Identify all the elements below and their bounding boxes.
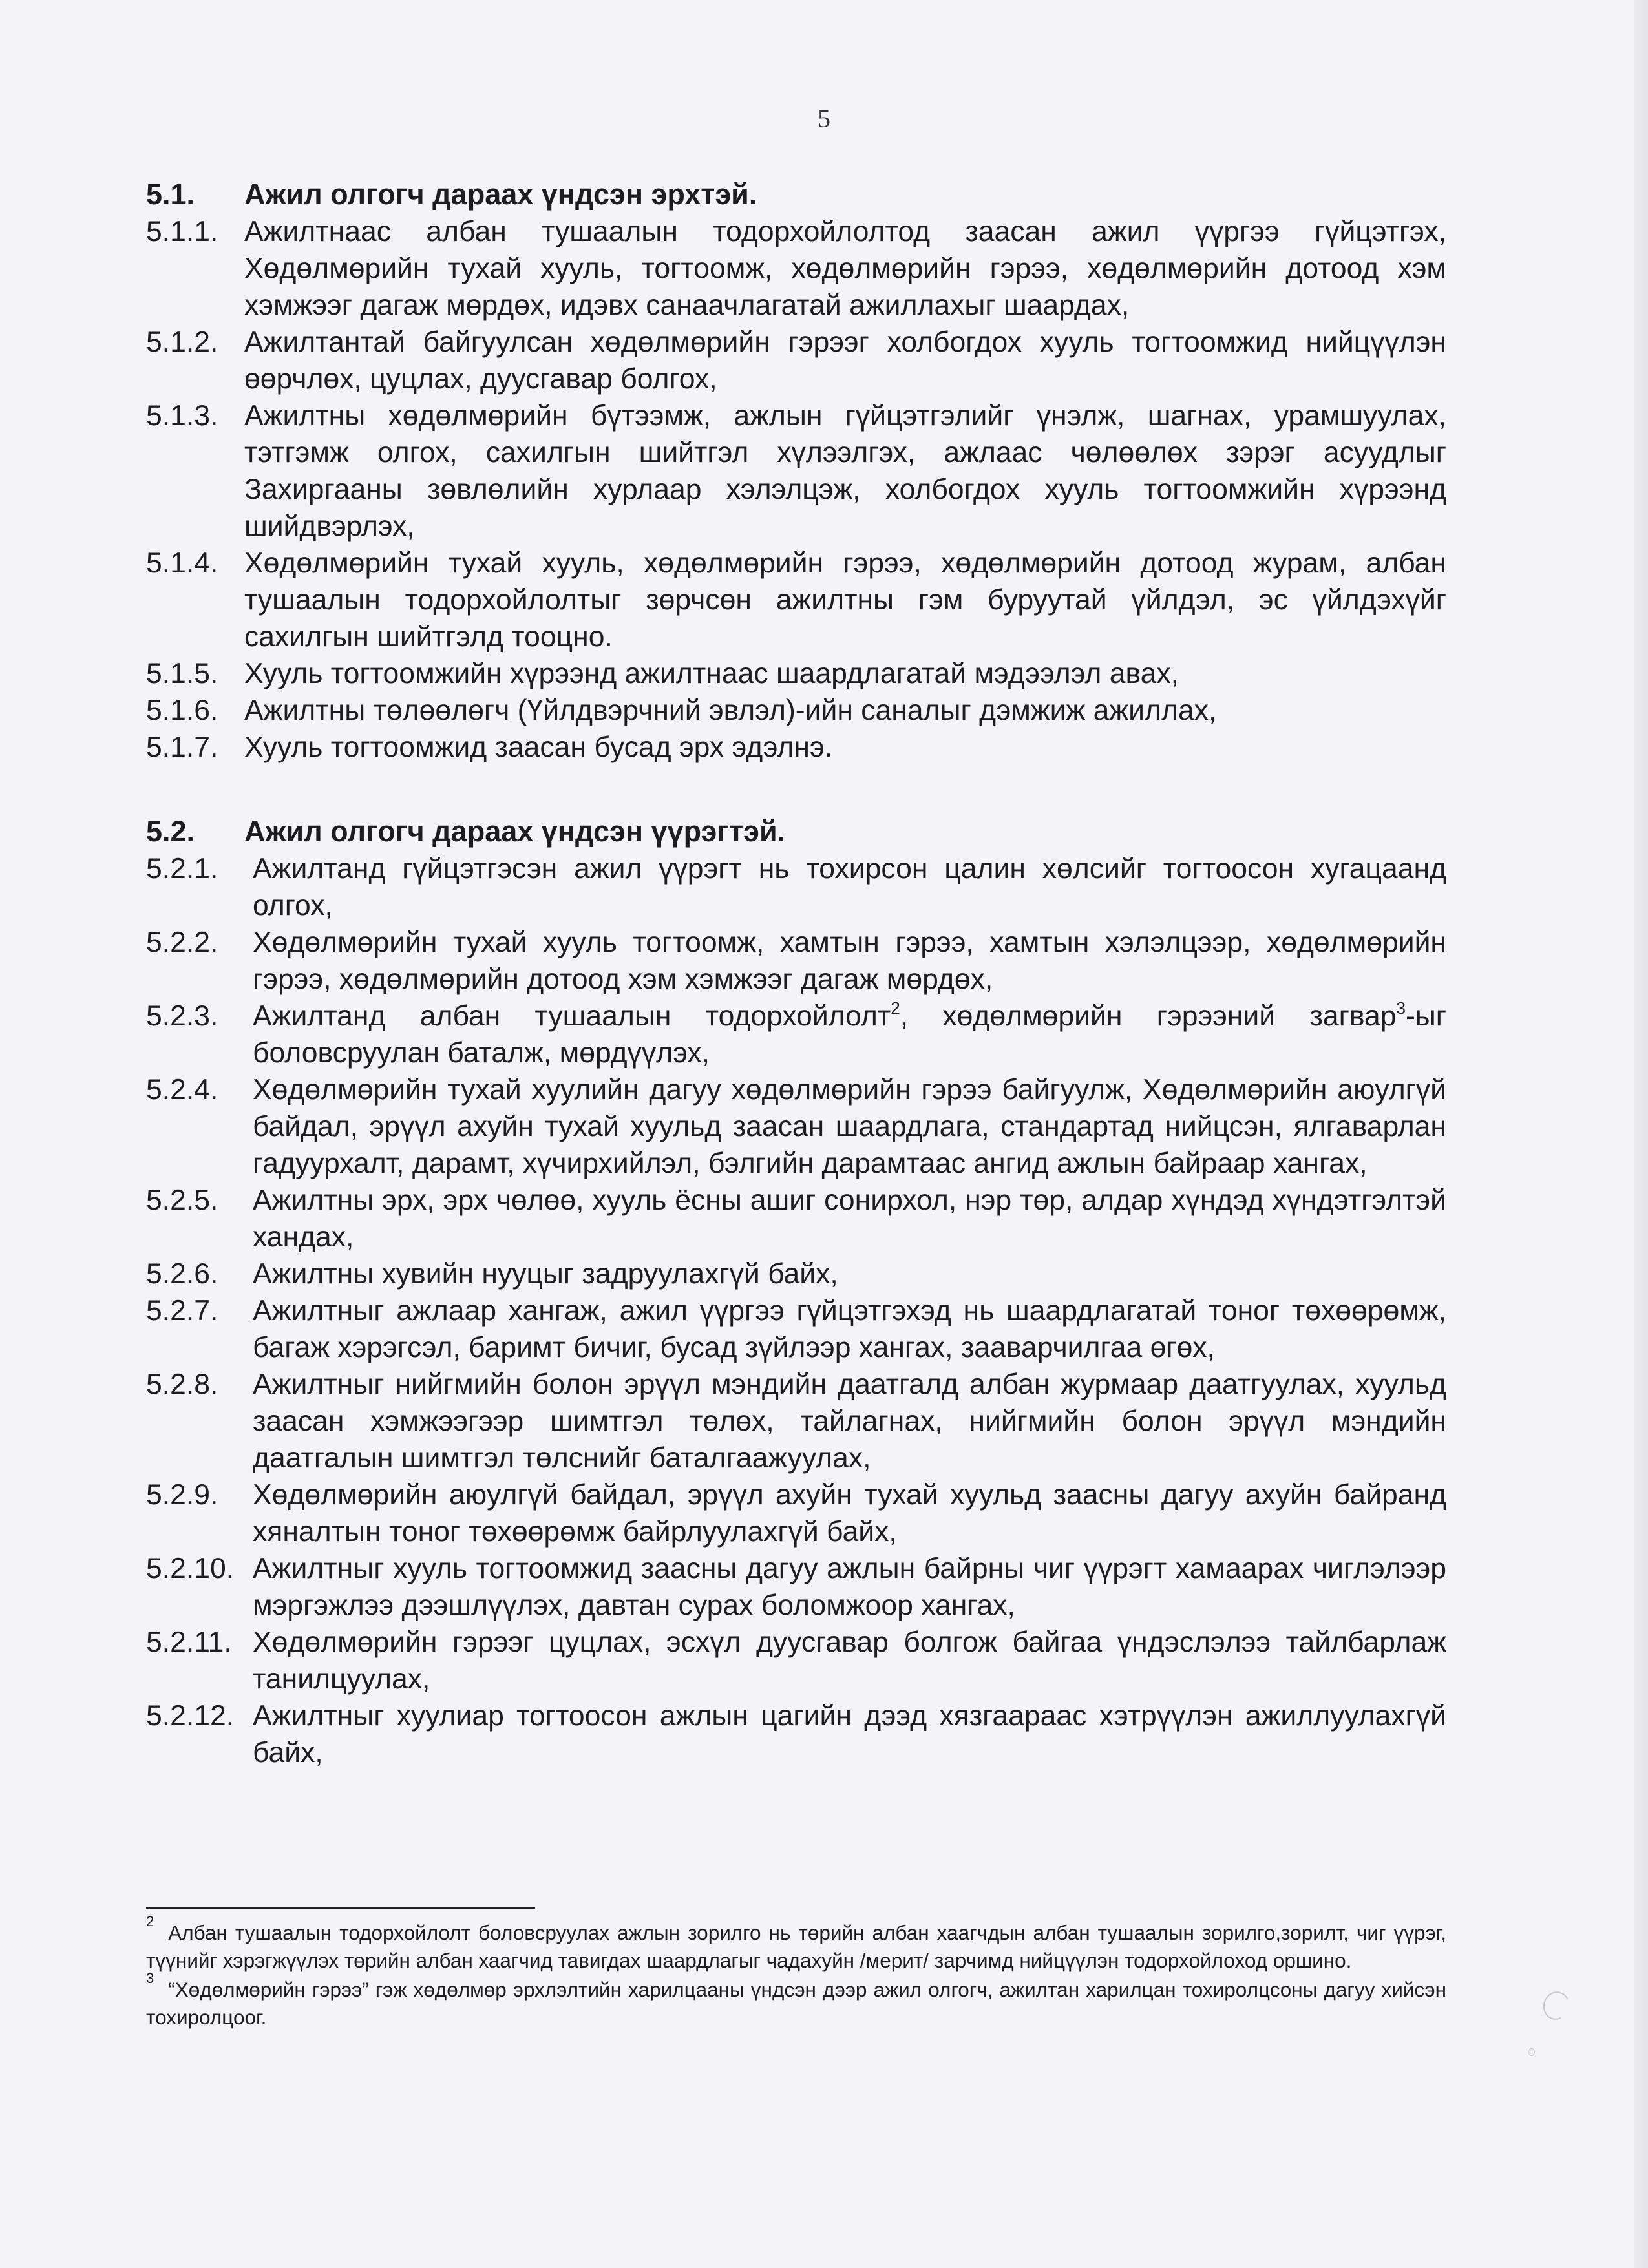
section-heading [146,174,1446,213]
footnote-ref[interactable]: 3 [1396,998,1406,1018]
item-text: Ажилтантай байгуулсан хөдөлмөрийн гэрээг холбогдох хууль тогтоомжид нийцүүлэн өөрчлөх, цуцлах, дуусгавар болгох, [244,326,1446,395]
item-number: 5.2.6. [146,1258,218,1290]
footnote [146,1969,1446,2032]
list-item [146,1366,1446,1476]
item-text: Хөдөлмөрийн тухай хууль, хөдөлмөрийн гэрээ, хөдөлмөрийн дотоод журам, албан тушаалын тодорхойлолтыг зөрчсөн ажилтны гэм буруутай үйлдэл, эс үйлдэхүйг сахилгын шийтгэлд тооцно. [244,547,1446,653]
item-number: 5.1.4. [146,547,218,579]
item-number: 5.2.2. [146,927,218,958]
section-title: Ажил олгогч дараах үндсэн үүрэгтэй. [244,814,786,848]
item-text-part: -ыг боловсруулан баталж, мөрдүүлэх, [253,1000,1446,1069]
item-number: 5.2.12. [146,1700,235,1732]
scan-artifact [1528,2048,1535,2056]
item-text-part: Ажилтанд албан тушаалын тодорхойлолт [253,1000,891,1032]
list-item [146,729,1446,766]
item-text: Хууль тогтоомжид заасан бусад эрх эдэлнэ. [244,731,833,763]
section-5-1 [146,174,1446,766]
section-number: 5.1. [146,177,195,211]
item-text: Ажилтны эрх, эрх чөлөө, хууль ёсны ашиг сонирхол, нэр төр, алдар хүндэд хүндэтгэлтэй хандах, [253,1184,1446,1253]
list-item [146,1071,1446,1182]
list-item [146,545,1446,655]
footnote-mark: 2 [146,1913,154,1929]
section-5-2 [146,812,1446,1771]
section-title: Ажил олгогч дараах үндсэн эрхтэй. [244,177,757,211]
item-number: 5.2.9. [146,1479,218,1511]
item-number: 5.1.3. [146,400,218,432]
footnote-text: “Хөдөлмөрийн гэрээ” гэж хөдөлмөр эрхлэлтийн харилцааны үндсэн дээр ажил олгогч, ажилтан харилцан тохиролцсоны дагуу хийсэн тохиролцоог. [146,1978,1446,2029]
item-number: 5.1.1. [146,216,218,247]
item-number: 5.2.5. [146,1184,218,1216]
section-heading [146,812,1446,850]
item-text: Ажилтныг нийгмийн болон эрүүл мэндийн даатгалд албан журмаар даатгуулах, хуульд заасан хэмжээгээр шимтгэл төлөх, тайлагнах, нийгмийн болон эрүүл мэндийн даатгалын шимтгэл төлснийг баталгаажуулах, [253,1369,1446,1474]
item-text: Хууль тогтоомжийн хүрээнд ажилтнаас шаардлагатай мэдээлэл авах, [244,658,1179,689]
item-text [253,998,1446,1071]
list-item [146,1624,1446,1697]
footnote-mark: 3 [146,1969,154,1986]
item-number: 5.2.11. [146,1626,232,1658]
list-item [146,998,1446,1071]
list-item [146,692,1446,729]
item-text: Хөдөлмөрийн тухай хууль тогтоомж, хамтын гэрээ, хамтын хэлэлцээр, хөдөлмөрийн гэрээ, хөдөлмөрийн дотоод хэм хэмжээг дагаж мөрдөх, [253,927,1446,995]
item-number: 5.1.5. [146,658,218,689]
scan-edge [1634,0,1648,2268]
item-text: Ажилтны хөдөлмөрийн бүтээмж, ажлын гүйцэтгэлийг үнэлж, шагнах, урамшуулах, тэтгэмж олгох, сахилгын шийтгэл хүлээлгэх, ажлаас чөлөөлөх зэрэг асуудлыг Захиргааны зөвлөлийн хурлаар хэлэлцэж, холбогдох хууль тогтоомжийн хүрээнд шийдвэрлэх, [244,400,1446,542]
item-number: 5.2.10. [146,1553,235,1584]
list-item [146,1697,1446,1771]
item-number: 5.1.6. [146,695,218,726]
item-text: Ажилтныг хууль тогтоомжид заасны дагуу ажлын байрны чиг үүрэгт хамаарах чиглэлээр мэргэжлээ дээшлүүлэх, давтан сурах боломжоор хангах, [253,1553,1446,1621]
item-text: Ажилтанд гүйцэтгэсэн ажил үүрэгт нь тохирсон цалин хөлсийг тогтоосон хугацаанд олгох, [253,853,1446,921]
list-item [146,1182,1446,1255]
item-number: 5.2.1. [146,853,218,885]
item-text: Хөдөлмөрийн тухай хуулийн дагуу хөдөлмөрийн гэрээ байгуулж, Хөдөлмөрийн аюулгүй байдал, эрүүл ахуйн тухай хуульд заасан шаардлага, стандартад нийцсэн, ялгаварлан гадуурхалт, дарамт, хүчирхийлэл, бэлгийн дарамтаас ангид ажлын байраар хангах, [253,1074,1446,1179]
list-item [146,213,1446,324]
list-item [146,397,1446,545]
item-text-part: , хөдөлмөрийн гэрээний загвар [900,1000,1397,1032]
footnotes [146,1913,1446,2033]
item-text: Ажилтны хувийн нууцыг задруулахгүй байх, [253,1258,838,1290]
item-number: 5.1.7. [146,731,218,763]
list-item [146,1255,1446,1292]
list-item [146,1550,1446,1624]
item-number: 5.2.3. [146,1000,218,1032]
footnote-divider [146,1907,535,1909]
item-number: 5.2.4. [146,1074,218,1106]
item-number: 5.1.2. [146,326,218,358]
footnote [146,1913,1446,1975]
item-text: Хөдөлмөрийн гэрээг цуцлах, эсхүл дуусгавар болгож байгаа үндэслэлээ тайлбарлаж танилцуулах, [253,1626,1446,1695]
list-item [146,1292,1446,1366]
list-item [146,850,1446,924]
item-number: 5.2.8. [146,1369,218,1400]
item-text: Ажилтны төлөөлөгч (Үйлдвэрчний эвлэл)-ийн саналыг дэмжиж ажиллах, [244,695,1217,726]
footnote-ref[interactable]: 2 [891,998,900,1018]
item-text: Ажилтнаас албан тушаалын тодорхойлолтод заасан ажил үүргээ гүйцэтгэх, Хөдөлмөрийн тухай хууль, тогтоомж, хөдөлмөрийн гэрээ, хөдөлмөрийн дотоод хэм хэмжээг дагаж мөрдөх, идэвх санаачлагатай ажиллахыг шаардах, [244,216,1446,321]
page-number: 5 [818,104,830,133]
list-item [146,655,1446,692]
item-number: 5.2.7. [146,1295,218,1327]
item-text: Ажилтныг ажлаар хангаж, ажил үүргээ гүйцэтгэхэд нь шаардлагатай тоног төхөөрөмж, багаж хэрэгсэл, баримт бичиг, бусад зүйлээр хангах, зааварчилгаа өгөх, [253,1295,1446,1363]
scan-artifact [1539,1988,1574,2023]
list-item [146,924,1446,998]
footnote-text: Албан тушаалын тодорхойлолт боловсруулах ажлын зорилго нь төрийн албан хаагчдын албан тушаалын зорилго,зорилт, чиг үүрэг, түүнийг хэрэгжүүлэх төрийн албан хаагчид тавигдах шаардлагыг чадахуйн /мерит/ зарчимд нийцүүлэн тодорхойлоход оршино. [146,1921,1446,1972]
list-item [146,324,1446,397]
document-body [146,174,1446,1769]
section-number: 5.2. [146,814,195,848]
list-item [146,1476,1446,1550]
item-text: Хөдөлмөрийн аюулгүй байдал, эрүүл ахуйн тухай хуульд заасны дагуу ахуйн байранд хяналтын тоног төхөөрөмж байрлуулахгүй байх, [253,1479,1446,1548]
item-text: Ажилтныг хуулиар тогтоосон ажлын цагийн дээд хязгаараас хэтрүүлэн ажиллуулахгүй байх, [253,1700,1446,1769]
